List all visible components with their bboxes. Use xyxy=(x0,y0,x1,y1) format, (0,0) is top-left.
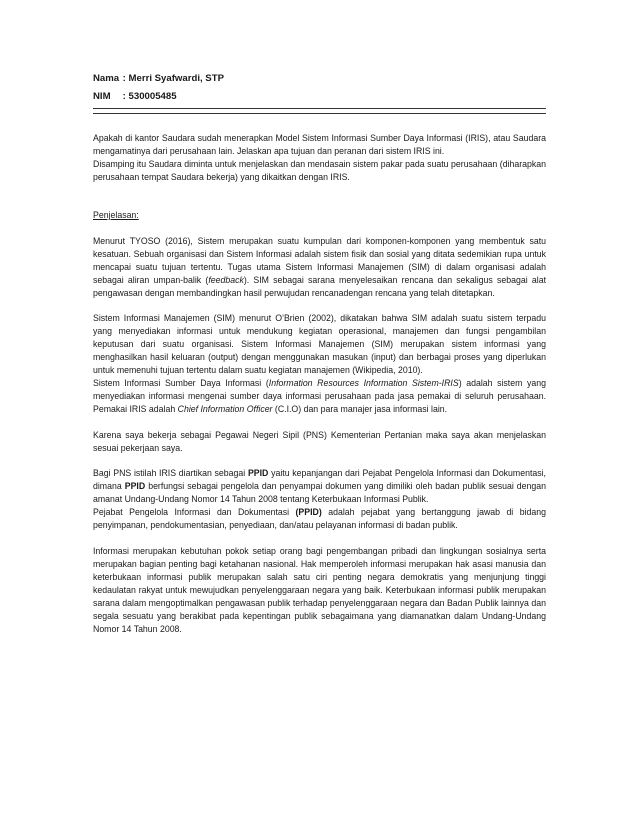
answer-paragraph-2: Sistem Informasi Manajemen (SIM) menurut O’Brien (2002), dikatakan bahwa SIM adalah suatu sistem terpadu yang menyediakan informasi untuk mendukung kegiatan operasional, manajemen dan fungsi pengambilan keputusan dari suatu organisasi. Sistem Informasi Manajemen (SIM) merupakan sistem informasi yang menghasilkan hasil keluaran (output) dengan menggunakan masukan (input) dan berbagai proses yang diperlukan untuk memenuhi tujuan tertentu dalam suatu kegiatan manajemen (Wikipedia, 2010). xyxy=(93,313,546,375)
question-paragraph-2: Disamping itu Saudara diminta untuk menjelaskan dan mendasain sistem pakar pada suatu perusahaan (diharapkan perusahaan tempat Saudara bekerja) yang dikaitkan dengan IRIS. xyxy=(93,159,546,182)
name-row xyxy=(93,73,224,84)
answer-paragraph-4: Karena saya bekerja sebagai Pegawai Negeri Sipil (PNS) Kementerian Pertanian maka saya akan menjelaskan sesuai pekerjaan saya. xyxy=(93,429,546,453)
answer-paragraph-7: Informasi merupakan kebutuhan pokok setiap orang bagi pengembangan pribadi dan lingkungan sosialnya serta merupakan bagian penting bagi ketahanan nasional. Hak memperoleh informasi merupakan hak asasi manusia dan keterbukaan informasi publik merupakan salah satu ciri penting negara demokratis yang menjunjung tinggi kedaulatan rakyat untuk mewujudkan penyelenggaraan negara yang baik. Keterbukaan informasi publik merupakan sarana dalam mengoptimalkan pengawasan publik terhadap penyelenggaraan negara dan Badan Publik lainnya dan segala sesuatu yang berakibat pada kepentingan publik sebagaimana yang diamanatkan dalam Undang-Undang Nomor 14 Tahun 2008. xyxy=(93,545,546,634)
question-paragraph-1: Apakah di kantor Saudara sudah menerapkan Model Sistem Informasi Sumber Daya Informasi (IRIS), atau Saudara mengamatinya dari perusahaan lain. Jelaskan apa tujuan dan peranan dari sistem IRIS ini. xyxy=(93,133,546,156)
penjelasan-heading: Penjelasan: xyxy=(93,210,139,220)
nim-row xyxy=(93,91,177,102)
answer-paragraph-5: Bagi PNS istilah IRIS diartikan sebagai PPID yaitu kepanjangan dari Pejabat Pengelola Informasi dan Dokumentasi, dimana PPID berfungsi sebagai pengelola dan penyampai dokumen yang dimiliki oleh badan publik sesuai dengan amanat Undang-Undang Nomor 14 Tahun 2008 tentang Keterbukaan Informasi Publik. xyxy=(93,468,546,504)
answer-paragraph-6: Pejabat Pengelola Informasi dan Dokumentasi (PPID) adalah pejabat yang bertanggung jawab di bidang penyimpanan, pendokumentasian, penyediaan, dan/atau pelayanan informasi di badan publik. xyxy=(93,507,546,530)
name-value: : Merri Syafwardi, STP xyxy=(122,73,224,84)
name-label: Nama xyxy=(93,73,120,84)
nim-label: NIM xyxy=(93,91,111,102)
double-rule-divider xyxy=(93,108,546,114)
answer-paragraph-1: Menurut TYOSO (2016), Sistem merupakan suatu kumpulan dari komponen-komponen yang membentuk satu kesatuan. Sebuah organisasi dan Sistem Informasi adalah sistem fisik dan sosial yang ditata sedemikian rupa untuk mencapai suatu tujuan tertentu. Tugas utama Sistem Informasi Manajemen (SIM) di dalam organisasi adalah sebagai aliran umpan-balik (feedback). SIM sebagai sarana menyelesaikan rencana dan sekaligus sebagai alat pengawasan dengan membandingkan hasil perwujudan rencanadengan rencana yang telah ditetapkan. xyxy=(93,235,546,298)
nim-value: : 530005485 xyxy=(122,91,177,102)
document-body xyxy=(93,132,546,636)
answer-paragraph-3: Sistem Informasi Sumber Daya Informasi (Information Resources Information Sistem-IRIS) adalah sistem yang menyediakan informasi mengenai sumber daya informasi perusahaan pada jasa pemakai di seluruh perusahaan. Pemakai IRIS adalah Chief Information Officer (C.I.O) dan para manajer jasa informasi lain. xyxy=(93,378,546,414)
